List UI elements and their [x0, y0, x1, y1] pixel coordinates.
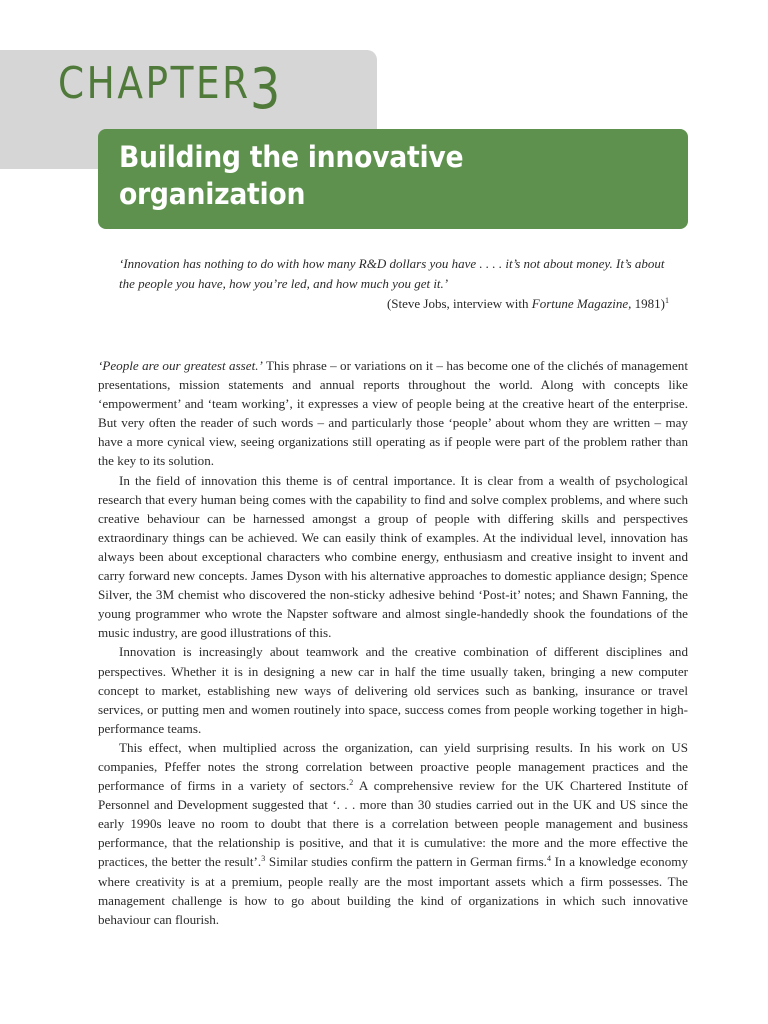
paragraph-4-text-a: This effect, when multiplied across the organization, can yield surprising results. In his work on US companies, Pfeffer notes the strong correlation between proactive people management practices and the performance of firms in a variety of sectors. — [98, 739, 688, 794]
footnote-ref-1: 1 — [665, 296, 669, 305]
epigraph-quote-line-1: ‘Innovation has nothing to do with how many R&D dollars you have . . . . it’s not about money. It’s about — [119, 256, 665, 271]
footnote-ref-3: 3 — [261, 854, 266, 864]
epigraph-attribution — [119, 294, 669, 314]
paragraph-1 — [98, 356, 688, 471]
paragraph-3: Innovation is increasingly about teamwork and the creative combination of different disciplines and perspectives. Whether it is in designing a new car in half the time usually taken, bringing a new computer concept to market, establishing new ways of delivering old services such as banking, insurance or travel services, or putting men and women routinely into space, success comes from people working together in high-performance teams. — [98, 644, 688, 736]
footnote-ref-2: 2 — [349, 778, 354, 788]
chapter-label — [58, 57, 285, 122]
attribution-source: Fortune Magazine, — [531, 296, 632, 311]
body-text — [98, 356, 688, 929]
chapter-title-box — [98, 129, 688, 229]
chapter-title-line-2: organization — [119, 177, 306, 211]
paragraph-2: In the field of innovation this theme is of central importance. It is clear from a wealth of psychological research that every human being comes with the capability to find and solve complex problems, and where such creative behaviour can be harnessed amongst a group of people with differing skills and perspectives extraordinary things can be achieved. We can easily think of examples. At the individual level, innovation has always been about exceptional characters who combine energy, enthusiasm and creative insight to invent and carry forward new concepts. James Dyson with his alternative approaches to domestic appliance design; Spence Silver, the 3M chemist who discovered the non-sticky adhesive behind ‘Post-it’ notes; and Shawn Fanning, the young programmer who wrote the Napster software and almost single-handedly shook the foundations of the music industry, are good illustrations of this. — [98, 472, 688, 641]
paragraph-4-text-d: In a knowledge economy where creativity is at a premium, people really are the most important assets which a firm possesses. The management challenge is how to go about building the kind of organizations in which such innovative behaviour can flourish. — [98, 854, 688, 927]
paragraph-4-text-b: A comprehensive review for the UK Chartered Institute of Personnel and Development suggested that ‘. . . more than 30 studies carried out in the UK and US since the early 1990s leave no room to doubt that there is a correlation between people management and business performance, that the relationship is positive, and that it is cumulative: the more and the more effective the practices, the better the result’. — [98, 778, 688, 870]
paragraph-1-text: This phrase – or variations on it – has become one of the clichés of management presentations, mission statements and annual reports throughout the world. Along with concepts like ‘empowerment’ and ‘team working’, it expresses a view of people being at the creative heart of the enterprise. But very often the reader of such words – and particularly those ‘people’ about whom they are written – may have a more cynical view, seeing organizations still operating as if people were part of the problem rather than the key to its solution. — [98, 358, 688, 469]
paragraph-1-lead: ‘People are our greatest asset.’ — [98, 358, 263, 373]
chapter-word: CHAPTER — [58, 58, 251, 109]
epigraph-quote-line-2: the people you have, how you’re led, and how much you get it.’ — [119, 276, 449, 291]
paragraph-4 — [98, 738, 688, 929]
chapter-title-line-1: Building the innovative — [119, 140, 464, 174]
chapter-number: 3 — [250, 57, 281, 122]
attribution-suffix: 1981) — [631, 296, 665, 311]
attribution-prefix: (Steve Jobs, interview with — [386, 296, 532, 311]
epigraph — [119, 254, 669, 314]
paragraph-4-text-c: Similar studies confirm the pattern in German firms. — [265, 854, 547, 870]
footnote-ref-4: 4 — [546, 854, 551, 864]
